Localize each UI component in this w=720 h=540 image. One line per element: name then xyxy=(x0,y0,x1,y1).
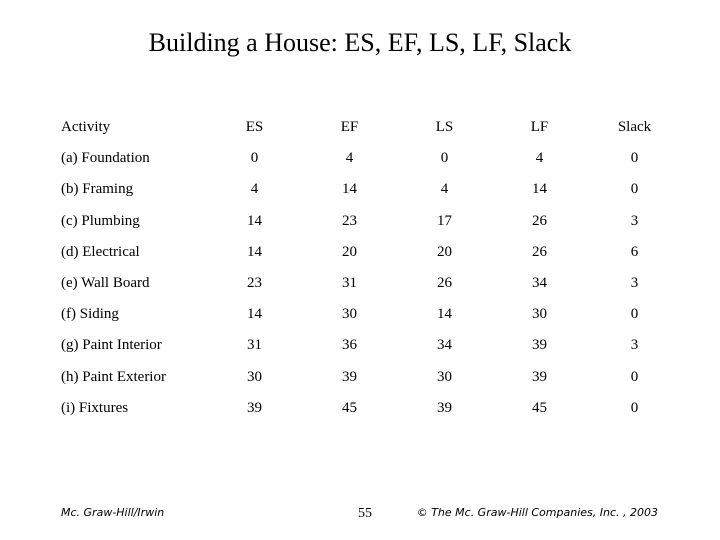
value-cell: 36 xyxy=(342,337,357,354)
publisher-footer: Mc. Graw-Hill/Irwin xyxy=(61,506,165,519)
value-cell: 4 xyxy=(250,181,259,198)
activity-cell: (h) Paint Exterior xyxy=(61,368,166,385)
value-cell: 45 xyxy=(342,399,357,416)
header-slack: Slack xyxy=(617,119,652,136)
value-cell: 0 xyxy=(630,181,639,198)
value-cell: 30 xyxy=(532,306,547,323)
value-cell: 31 xyxy=(342,275,357,292)
activity-cell: (a) Foundation xyxy=(61,150,150,167)
value-cell: 23 xyxy=(342,212,357,229)
value-cell: 31 xyxy=(247,337,262,354)
header-es: ES xyxy=(245,119,264,136)
activity-cell: (e) Wall Board xyxy=(61,275,150,292)
value-cell: 34 xyxy=(437,337,452,354)
table-row xyxy=(52,206,682,237)
value-cell: 3 xyxy=(630,337,639,354)
value-cell: 26 xyxy=(532,212,547,229)
value-cell: 14 xyxy=(532,181,547,198)
value-cell: 23 xyxy=(247,275,262,292)
value-cell: 0 xyxy=(440,150,449,167)
value-cell: 20 xyxy=(437,243,452,260)
header-activity: Activity xyxy=(61,119,111,136)
table-row xyxy=(52,268,682,299)
table-row xyxy=(52,299,682,330)
value-cell: 34 xyxy=(532,275,547,292)
table-row xyxy=(52,143,682,174)
activity-cell: (c) Plumbing xyxy=(61,212,140,229)
table-row xyxy=(52,174,682,205)
value-cell: 39 xyxy=(247,399,262,416)
activity-cell: (g) Paint Interior xyxy=(61,337,162,354)
value-cell: 14 xyxy=(247,306,262,323)
value-cell: 0 xyxy=(250,150,259,167)
table-body xyxy=(52,143,682,424)
value-cell: 26 xyxy=(532,243,547,260)
schedule-table xyxy=(52,112,682,424)
slide-title: Building a House: ES, EF, LS, LF, Slack xyxy=(148,28,572,57)
value-cell: 26 xyxy=(437,275,452,292)
activity-cell: (f) Siding xyxy=(61,306,119,323)
value-cell: 30 xyxy=(247,368,262,385)
value-cell: 14 xyxy=(342,181,357,198)
value-cell: 4 xyxy=(345,150,354,167)
table-row xyxy=(52,362,682,393)
value-cell: 0 xyxy=(630,306,639,323)
table-header-row xyxy=(52,112,682,143)
value-cell: 39 xyxy=(532,368,547,385)
value-cell: 39 xyxy=(342,368,357,385)
value-cell: 0 xyxy=(630,368,639,385)
activity-cell: (d) Electrical xyxy=(61,243,140,260)
value-cell: 4 xyxy=(535,150,544,167)
value-cell: 0 xyxy=(630,399,639,416)
header-lf: LF xyxy=(530,119,549,136)
value-cell: 3 xyxy=(630,275,639,292)
value-cell: 45 xyxy=(532,399,547,416)
value-cell: 14 xyxy=(247,243,262,260)
value-cell: 39 xyxy=(437,399,452,416)
activity-cell: (i) Fixtures xyxy=(61,399,129,416)
value-cell: 14 xyxy=(247,212,262,229)
activity-cell: (b) Framing xyxy=(61,181,134,198)
value-cell: 0 xyxy=(630,150,639,167)
table-row xyxy=(52,393,682,424)
table-row xyxy=(52,237,682,268)
value-cell: 20 xyxy=(342,243,357,260)
header-ls: LS xyxy=(435,119,454,136)
value-cell: 39 xyxy=(532,337,547,354)
copyright-footer: © The Mc. Graw-Hill Companies, Inc. , 2003 xyxy=(416,506,658,519)
value-cell: 3 xyxy=(630,212,639,229)
page-number: 55 xyxy=(358,506,372,521)
value-cell: 30 xyxy=(437,368,452,385)
value-cell: 17 xyxy=(437,212,452,229)
value-cell: 30 xyxy=(342,306,357,323)
value-cell: 4 xyxy=(440,181,449,198)
header-ef: EF xyxy=(340,119,359,136)
table-row xyxy=(52,330,682,361)
value-cell: 6 xyxy=(630,243,639,260)
value-cell: 14 xyxy=(437,306,452,323)
